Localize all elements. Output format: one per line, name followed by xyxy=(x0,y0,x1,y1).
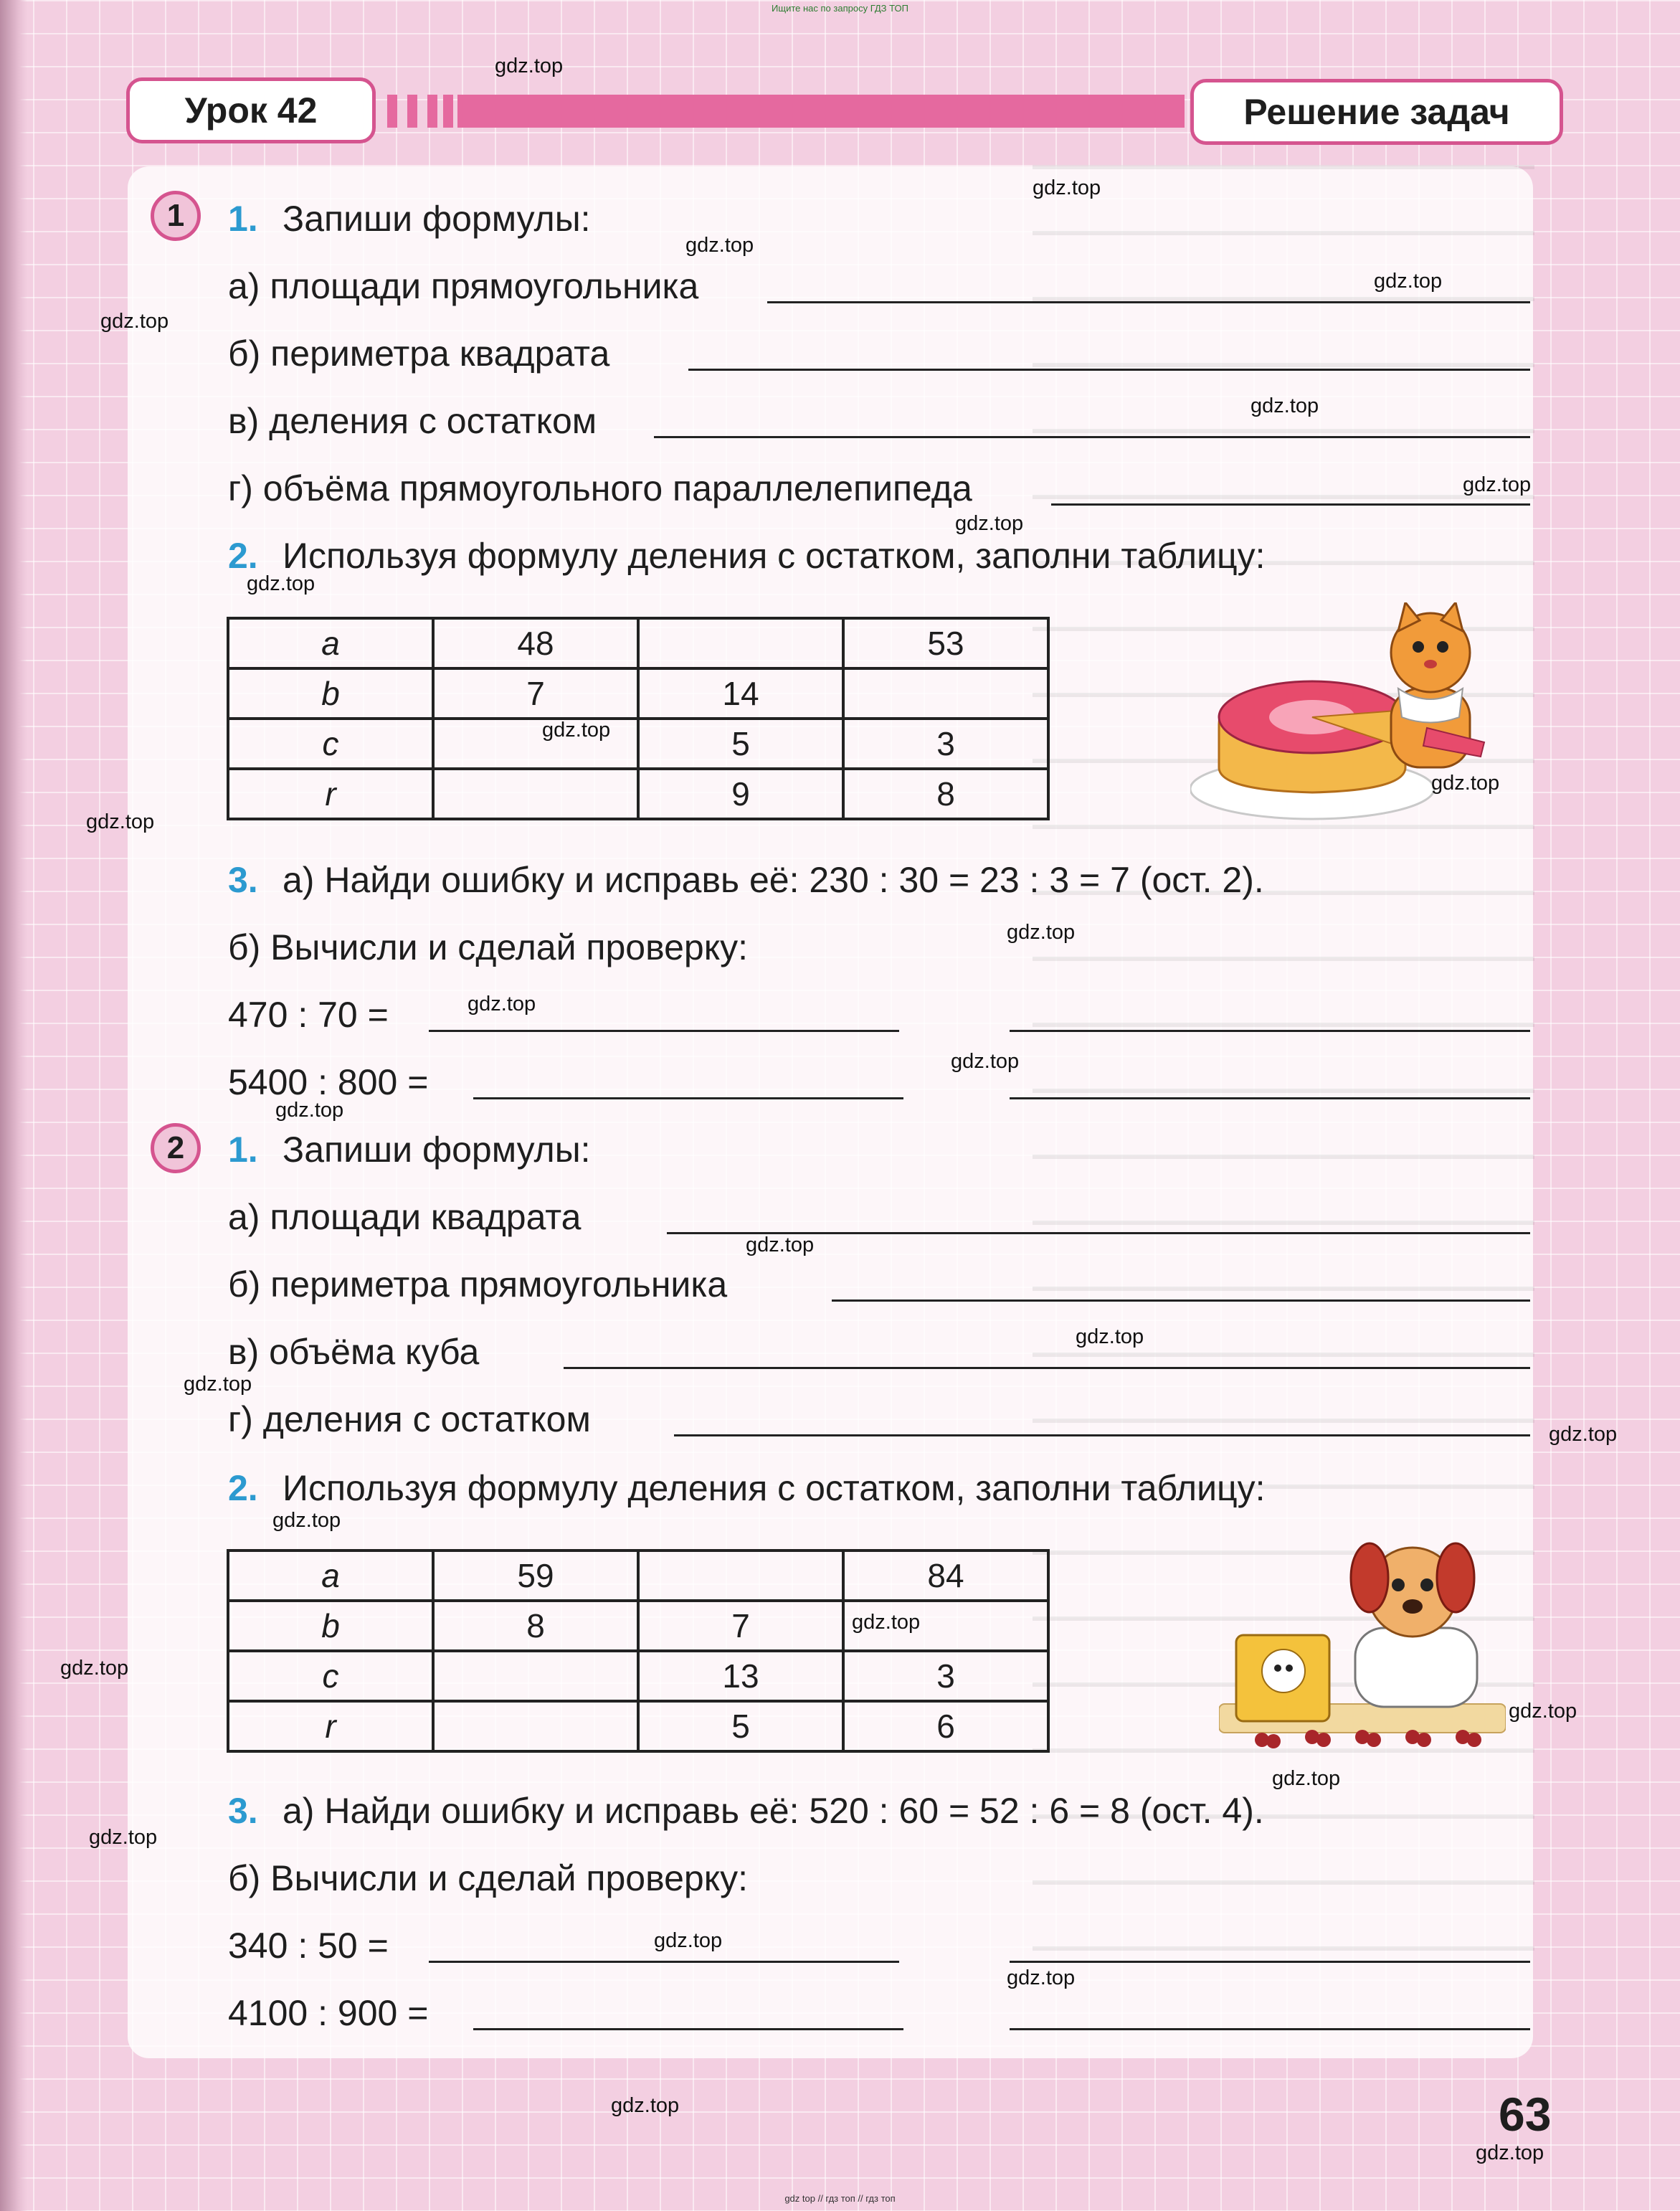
watermark: gdz.top xyxy=(746,1234,815,1256)
watermark: gdz.top xyxy=(1374,270,1443,293)
watermark: gdz.top xyxy=(1007,1966,1076,1989)
table-cell: 59 xyxy=(433,1550,638,1601)
watermark: gdz.top xyxy=(542,719,611,742)
watermark: gdz.top xyxy=(1509,1700,1577,1723)
v2-expression: 340 : 50 = xyxy=(228,1926,389,1966)
table-row xyxy=(228,1601,1048,1651)
v1-task3-b: б) Вычисли и сделай проверку: xyxy=(228,927,749,967)
watermark: gdz.top xyxy=(852,1611,921,1634)
v2-formula-item: г) деления с остатком xyxy=(228,1399,591,1439)
cat-with-cake-illustration xyxy=(1190,602,1506,832)
watermark: gdz.top xyxy=(611,2094,680,2117)
header-band xyxy=(387,95,1185,128)
watermark: gdz.top xyxy=(654,1929,723,1952)
lesson-label: Урок 42 xyxy=(126,77,376,143)
table-cell: r xyxy=(228,769,433,819)
v2-task3-a: а) Найди ошибку и исправь её: 520 : 60 = 52 : 6 = 8 (ост. 4). xyxy=(283,1791,1264,1831)
v2-task2-number: 2. xyxy=(228,1468,258,1508)
table-cell: 5 xyxy=(638,719,843,769)
bottom-note: gdz top // гдз топ // гдз топ xyxy=(784,2193,896,2204)
variant-1-badge: 1 xyxy=(151,191,201,241)
v1-expression: 470 : 70 = xyxy=(228,995,389,1035)
answer-line[interactable] xyxy=(473,2028,903,2030)
answer-line[interactable] xyxy=(429,1961,899,1963)
v2-task3-number: 3. xyxy=(228,1791,258,1831)
dog-with-cookies-illustration xyxy=(1219,1535,1506,1764)
watermark: gdz.top xyxy=(955,512,1024,535)
watermark: gdz.top xyxy=(60,1657,129,1680)
answer-line[interactable] xyxy=(767,301,1530,303)
table-cell: 6 xyxy=(843,1701,1048,1751)
table-cell: 48 xyxy=(433,618,638,668)
v2-task1-number: 1. xyxy=(228,1130,258,1170)
check-line[interactable] xyxy=(1010,1030,1530,1032)
v1-formula-item: а) площади прямоугольника xyxy=(228,266,699,306)
table-row xyxy=(228,1701,1048,1751)
table-cell: 8 xyxy=(843,769,1048,819)
answer-line[interactable] xyxy=(564,1367,1530,1369)
table-cell: b xyxy=(228,1601,433,1651)
answer-line[interactable] xyxy=(654,436,1530,438)
watermark: gdz.top xyxy=(495,55,564,77)
table-cell: 8 xyxy=(433,1601,638,1651)
watermark: gdz.top xyxy=(468,993,536,1015)
table-cell[interactable] xyxy=(638,1550,843,1601)
answer-line[interactable] xyxy=(832,1299,1530,1302)
table-row xyxy=(228,668,1048,719)
watermark: gdz.top xyxy=(86,810,155,833)
answer-line[interactable] xyxy=(674,1434,1530,1436)
v2-formula-item: в) объёма куба xyxy=(228,1332,480,1372)
v1-division-table xyxy=(227,617,1050,820)
table-cell: 53 xyxy=(843,618,1048,668)
v2-formula-item: б) периметра прямоугольника xyxy=(228,1264,728,1305)
table-cell: 5 xyxy=(638,1701,843,1751)
watermark: gdz.top xyxy=(1272,1767,1341,1790)
watermark: gdz.top xyxy=(272,1509,341,1532)
table-cell: c xyxy=(228,1651,433,1701)
table-cell[interactable] xyxy=(433,769,638,819)
check-line[interactable] xyxy=(1010,2028,1530,2030)
top-note: Ищите нас по запросу ГДЗ ТОП xyxy=(772,3,908,14)
table-row xyxy=(228,769,1048,819)
watermark: gdz.top xyxy=(1007,921,1076,944)
table-cell: a xyxy=(228,618,433,668)
watermark: gdz.top xyxy=(685,234,754,257)
v1-task3-a: а) Найди ошибку и исправь её: 230 : 30 = 23 : 3 = 7 (ост. 2). xyxy=(283,860,1264,900)
watermark: gdz.top xyxy=(1463,473,1532,496)
watermark: gdz.top xyxy=(1033,176,1101,199)
watermark: gdz.top xyxy=(100,310,169,333)
v2-task1-title: Запиши формулы: xyxy=(283,1130,591,1170)
table-cell[interactable] xyxy=(843,668,1048,719)
watermark: gdz.top xyxy=(951,1050,1020,1073)
v1-task1-number: 1. xyxy=(228,199,258,239)
table-cell: a xyxy=(228,1550,433,1601)
table-cell[interactable] xyxy=(433,1651,638,1701)
check-line[interactable] xyxy=(1010,1961,1530,1963)
v1-task2-number: 2. xyxy=(228,536,258,576)
table-cell: r xyxy=(228,1701,433,1751)
v2-formula-item: а) площади квадрата xyxy=(228,1197,582,1237)
answer-line[interactable] xyxy=(1051,503,1530,506)
watermark: gdz.top xyxy=(1076,1325,1144,1348)
table-cell: 13 xyxy=(638,1651,843,1701)
watermark: gdz.top xyxy=(1476,2141,1544,2164)
table-row xyxy=(228,618,1048,668)
v1-formula-item: г) объёма прямоугольного параллелепипеда xyxy=(228,468,972,508)
v1-formula-item: б) периметра квадрата xyxy=(228,333,610,374)
table-cell: b xyxy=(228,668,433,719)
answer-line[interactable] xyxy=(429,1030,899,1032)
answer-line[interactable] xyxy=(473,1097,903,1099)
table-row xyxy=(228,1651,1048,1701)
watermark: gdz.top xyxy=(275,1099,344,1122)
v1-task1-title: Запиши формулы: xyxy=(283,199,591,239)
table-cell[interactable] xyxy=(638,618,843,668)
page-number: 63 xyxy=(1499,2088,1552,2141)
page-binding-shadow xyxy=(0,0,27,2211)
table-cell: 3 xyxy=(843,719,1048,769)
variant-2-badge: 2 xyxy=(151,1123,201,1173)
table-row xyxy=(228,1550,1048,1601)
watermark: gdz.top xyxy=(1431,772,1500,795)
v1-formula-item: в) деления с остатком xyxy=(228,401,597,441)
watermark: gdz.top xyxy=(1250,394,1319,417)
table-cell: 84 xyxy=(843,1550,1048,1601)
topic-title: Решение задач xyxy=(1190,79,1563,145)
v2-division-table xyxy=(227,1549,1050,1753)
table-cell: 7 xyxy=(638,1601,843,1651)
v1-task3-number: 3. xyxy=(228,860,258,900)
table-cell: 14 xyxy=(638,668,843,719)
watermark: gdz.top xyxy=(89,1826,158,1849)
table-cell: c xyxy=(228,719,433,769)
v2-task2-title: Используя формулу деления с остатком, заполни таблицу: xyxy=(283,1468,1266,1508)
watermark: gdz.top xyxy=(247,572,315,595)
table-cell: 9 xyxy=(638,769,843,819)
v2-task3-b: б) Вычисли и сделай проверку: xyxy=(228,1858,749,1898)
table-cell[interactable] xyxy=(433,1701,638,1751)
v1-task2-title: Используя формулу деления с остатком, заполни таблицу: xyxy=(283,536,1266,576)
check-line[interactable] xyxy=(1010,1097,1530,1099)
table-row xyxy=(228,719,1048,769)
table-cell: 3 xyxy=(843,1651,1048,1701)
answer-line[interactable] xyxy=(688,369,1530,371)
watermark: gdz.top xyxy=(184,1373,252,1396)
v2-expression: 4100 : 900 = xyxy=(228,1993,429,2033)
table-cell: 7 xyxy=(433,668,638,719)
v1-expression: 5400 : 800 = xyxy=(228,1062,429,1102)
watermark: gdz.top xyxy=(1549,1423,1618,1446)
